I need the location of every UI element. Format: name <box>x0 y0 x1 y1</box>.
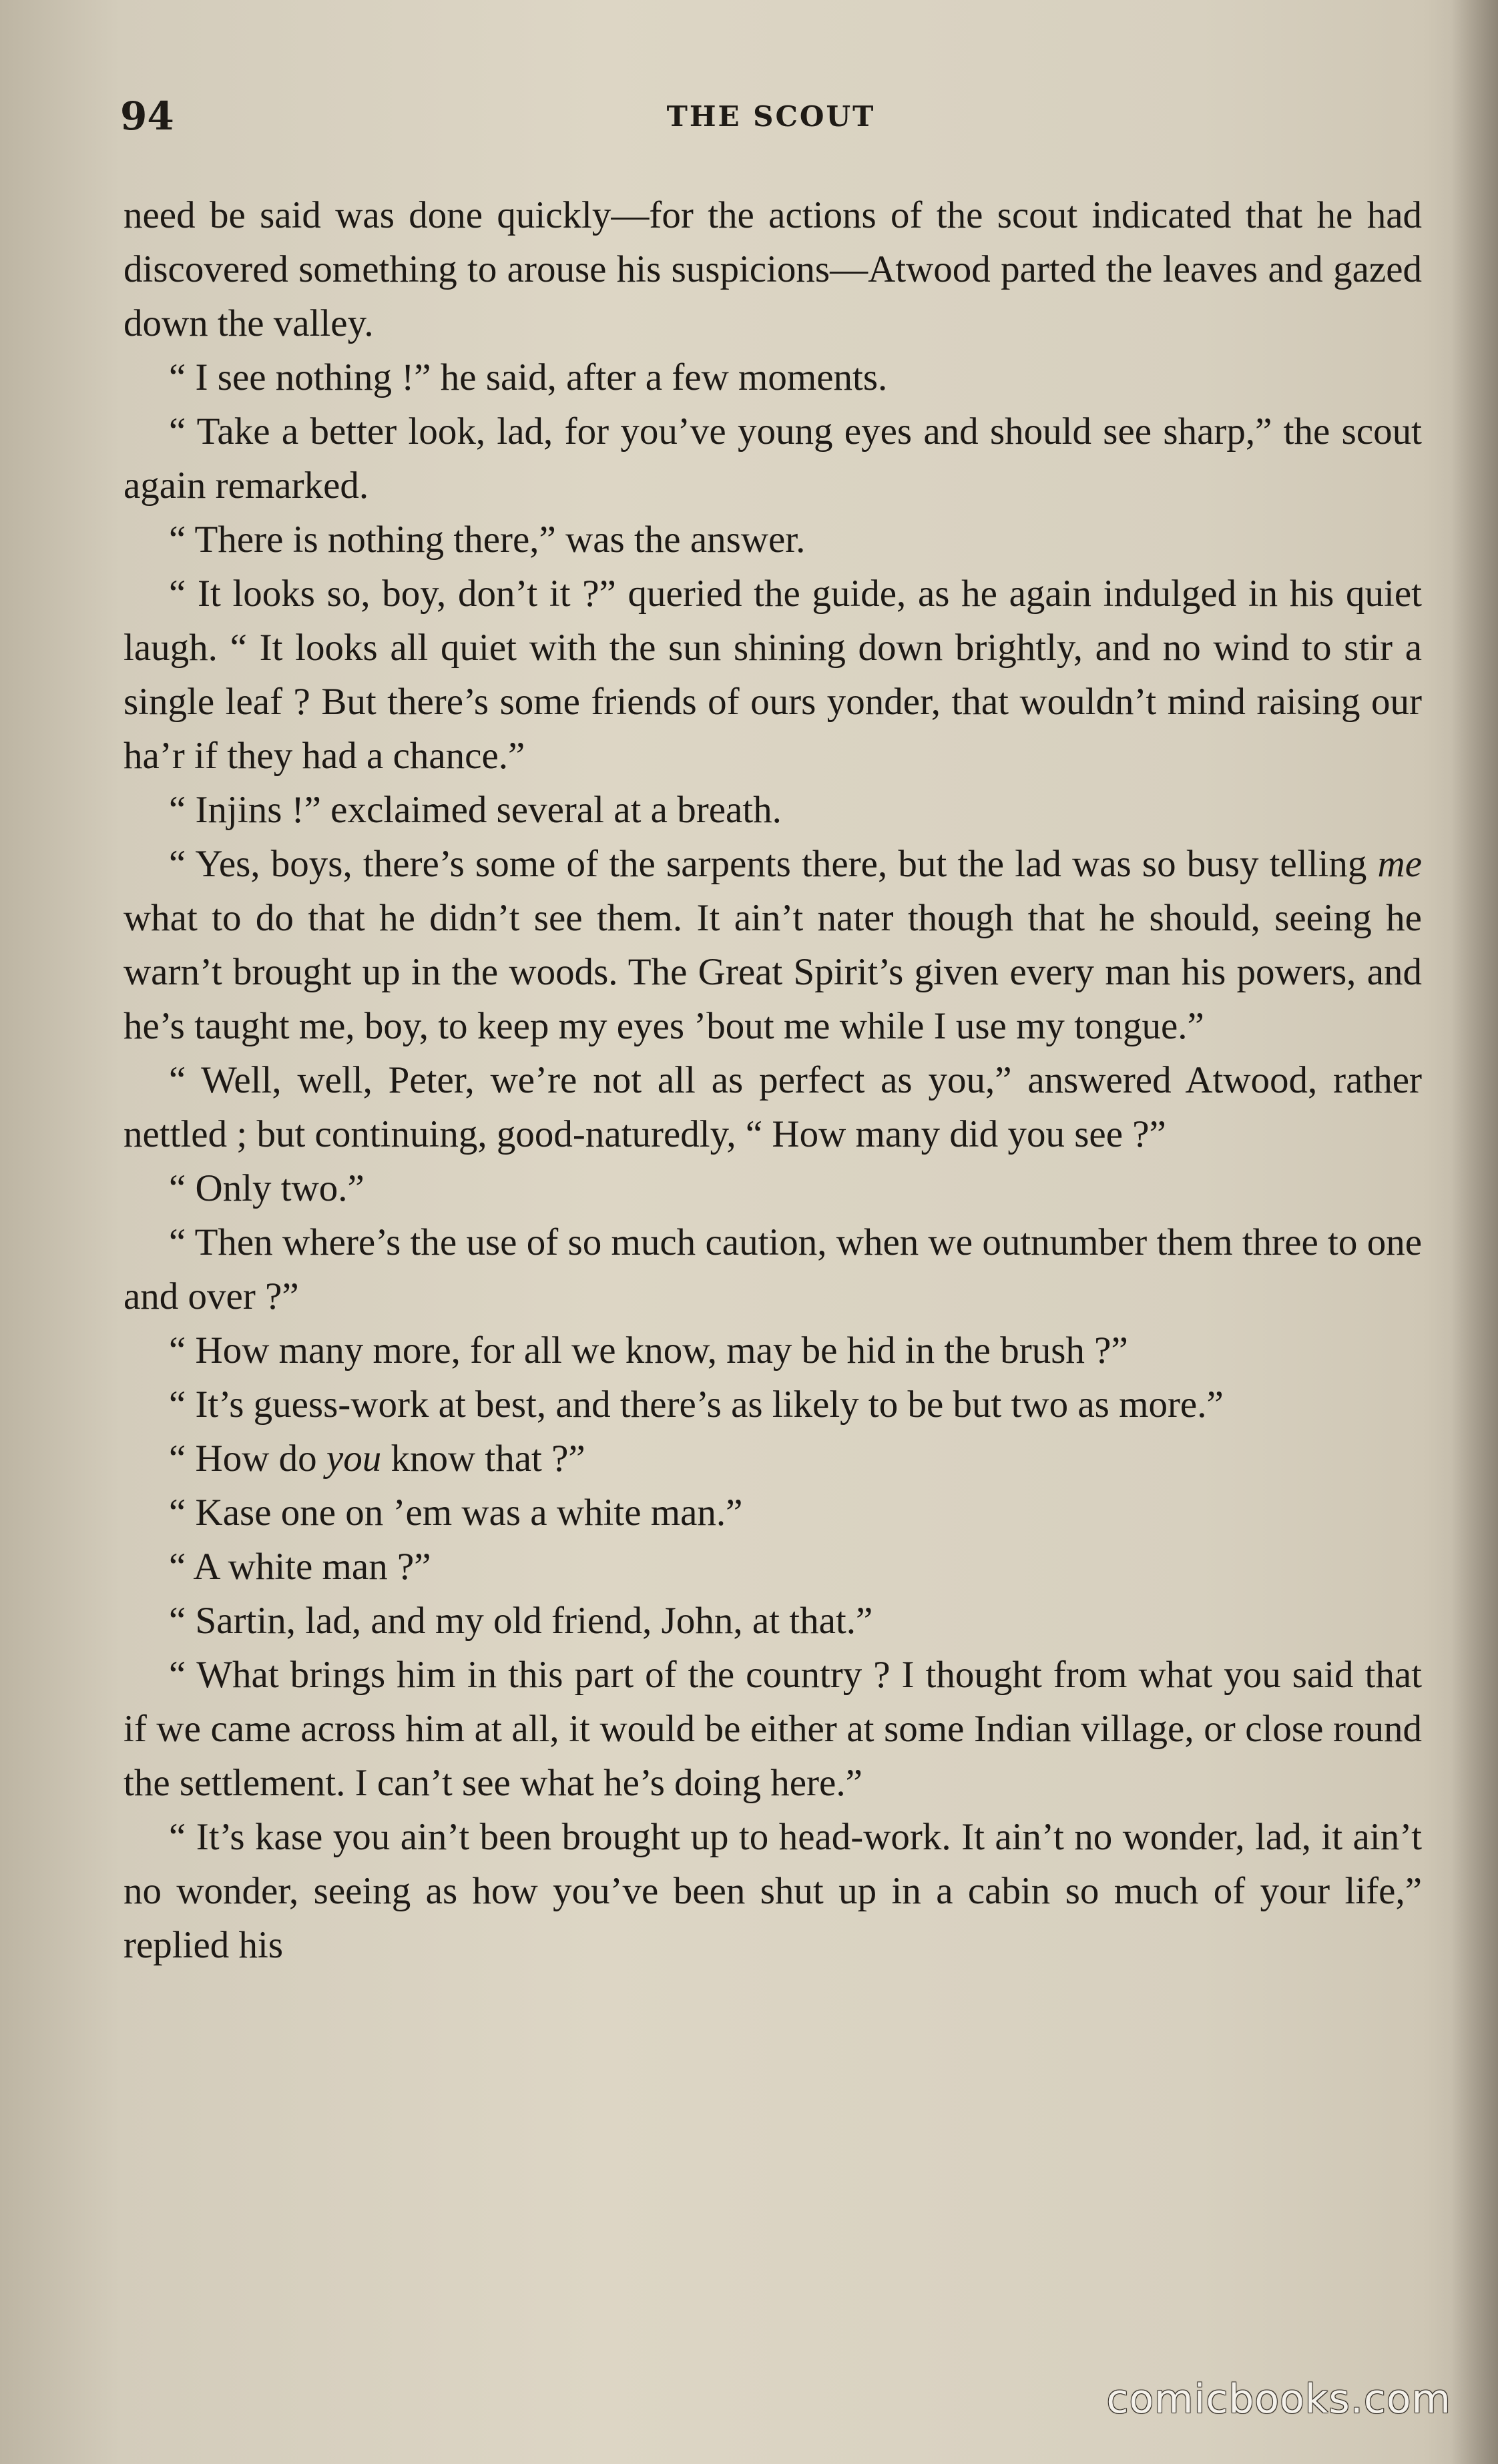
paragraph: “ Take a better look, lad, for you’ve young eyes and should see sharp,” the scout again remarked. <box>123 410 1422 507</box>
paragraph: “ It’s kase you ain’t been brought up to head-work. It ain’t no wonder, lad, it ain’t no wonder, seeing as how you’ve been shut up in a cabin so much of your life,” replied his <box>123 1816 1422 1966</box>
paragraph: “ It’s guess-work at best, and there’s as likely to be but two as more.” <box>169 1383 1224 1426</box>
paragraph: “ Injins !” exclaimed several at a breath. <box>169 789 782 831</box>
paragraph-text: know that ?” <box>381 1438 585 1480</box>
page-gutter-shadow <box>1451 0 1498 2464</box>
paragraph: “ It looks so, boy, don’t it ?” queried the guide, as he again indulged in his quiet laugh. “ It looks all quiet with the sun shining down brightly, and no wind to stir a single leaf ? But there’s some friends of ours yonder, that wouldn’t mind raising our ha’r if they had a chance.” <box>123 573 1422 777</box>
body-text <box>123 188 1422 1972</box>
paragraph: “ How many more, for all we know, may be hid in the brush ?” <box>169 1329 1128 1371</box>
paragraph: “ Only two.” <box>169 1167 364 1209</box>
emphasis-text: you <box>326 1438 382 1480</box>
paragraph: “ There is nothing there,” was the answer. <box>169 519 806 561</box>
paragraph <box>123 837 1422 1053</box>
emphasis-text: me <box>1377 843 1422 885</box>
paragraph: “ Kase one on ’em was a white man.” <box>169 1492 743 1534</box>
paragraph: “ Well, well, Peter, we’re not all as perfect as you,” answered Atwood, rather nettled ; but continuing, good-naturedly, “ How many did you see ?” <box>123 1059 1422 1155</box>
paragraph-text: “ Yes, boys, there’s some of the sarpents there, but the lad was so busy telling <box>169 843 1378 885</box>
running-head: THE SCOUT <box>666 100 876 133</box>
page-header <box>120 93 1422 147</box>
paragraph: “ Sartin, lad, and my old friend, John, at that.” <box>169 1600 873 1642</box>
paragraph: “ What brings him in this part of the country ? I thought from what you said that if we came across him at all, it would be either at some Indian village, or close round the settlement. I can’t see what he’s doing here.” <box>123 1654 1422 1804</box>
paragraph-text: “ How do <box>169 1438 326 1480</box>
site-watermark: comicbooks.com <box>1106 2376 1451 2423</box>
page-number: 94 <box>120 93 174 139</box>
paragraph: “ Then where’s the use of so much caution, when we outnumber them three to one and over ?” <box>123 1221 1422 1317</box>
paragraph: “ I see nothing !” he said, after a few moments. <box>169 356 888 398</box>
paragraph <box>123 1432 1422 1486</box>
paragraph: need be said was done quickly—for the actions of the scout indicated that he had discovered something to arouse his suspicions—Atwood parted the leaves and gazed down the valley. <box>123 194 1422 344</box>
paragraph-text: what to do that he didn’t see them. It ain’t nater though that he should, seeing he warn’t brought up in the woods. The Great Spirit’s given every man his powers, and he’s taught me, boy, to keep my eyes ’bout me while I use my tongue.” <box>123 897 1422 1047</box>
paragraph: “ A white man ?” <box>169 1546 431 1588</box>
